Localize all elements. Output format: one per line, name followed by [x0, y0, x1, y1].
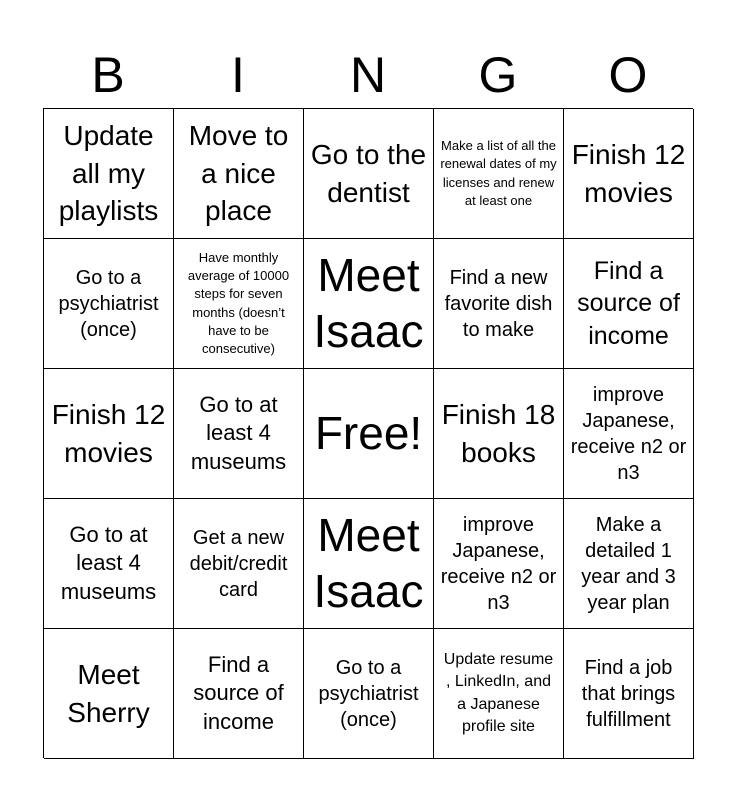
bingo-cell	[304, 499, 434, 629]
bingo-cell	[564, 499, 694, 629]
bingo-cell	[434, 369, 564, 499]
cell-text: Update all my playlists	[58, 119, 159, 227]
bingo-cell-free	[304, 369, 434, 499]
cell-text: Find a new favorite dish to make	[444, 266, 553, 341]
cell-text: Update resume , LinkedIn, and a Japanese profile site	[443, 650, 554, 735]
header-letter-g: G	[478, 47, 518, 103]
bingo-cell	[564, 109, 694, 239]
bingo-cell	[304, 629, 434, 759]
bingo-cell	[564, 369, 694, 499]
bingo-cell	[564, 239, 694, 369]
bingo-cell	[434, 499, 564, 629]
header-letter-i: I	[231, 47, 245, 103]
cell-text: Go to at least 4 museums	[60, 521, 157, 604]
cell-text: Meet Isaac	[313, 509, 424, 617]
cell-text: Find a source of income	[193, 651, 284, 734]
cell-text: Make a detailed 1 year and 3 year plan	[581, 513, 676, 614]
cell-text: Go to at least 4 museums	[190, 391, 287, 474]
cell-text: Meet Sherry	[67, 658, 150, 728]
bingo-cell	[44, 109, 174, 239]
header-letter-b: B	[91, 47, 125, 103]
bingo-cell	[434, 239, 564, 369]
cell-text: Finish 12 movies	[51, 398, 166, 468]
cell-text: Go to a psychiatrist (once)	[318, 656, 419, 731]
bingo-cell	[434, 629, 564, 759]
cell-text: Find a source of income	[577, 256, 680, 350]
bingo-cell	[174, 109, 304, 239]
bingo-cell	[44, 369, 174, 499]
bingo-cell	[44, 629, 174, 759]
bingo-cell	[434, 109, 564, 239]
cell-text: improve Japanese, receive n2 or n3	[440, 513, 557, 614]
bingo-cell	[174, 499, 304, 629]
bingo-cell	[174, 629, 304, 759]
cell-text: Go to a psychiatrist (once)	[58, 266, 159, 341]
cell-text: Finish 12 movies	[571, 138, 686, 208]
bingo-cell	[174, 239, 304, 369]
cell-text: Meet Isaac	[313, 249, 424, 357]
cell-text: Have monthly average of 10000 steps for seven months (doesn’t have to be consecutive)	[187, 249, 290, 356]
header-letter-n: N	[349, 47, 387, 103]
bingo-cell	[304, 239, 434, 369]
bingo-cell	[44, 499, 174, 629]
header-letter-o: O	[608, 47, 648, 103]
bingo-grid	[43, 108, 693, 758]
cell-text: Free!	[314, 407, 423, 460]
cell-text: Finish 18 books	[441, 398, 556, 468]
bingo-cell	[174, 369, 304, 499]
cell-text: Find a job that brings fulfillment	[581, 656, 676, 731]
cell-text: Get a new debit/credit card	[189, 526, 288, 601]
cell-text: Move to a nice place	[188, 119, 289, 227]
cell-text: Go to the dentist	[310, 138, 427, 208]
bingo-header	[43, 44, 693, 106]
cell-text: improve Japanese, receive n2 or n3	[570, 383, 687, 484]
bingo-cell	[564, 629, 694, 759]
cell-text: Make a list of all the renewal dates of my licenses and renew at least one	[440, 138, 557, 208]
bingo-cell	[44, 239, 174, 369]
bingo-cell	[304, 109, 434, 239]
